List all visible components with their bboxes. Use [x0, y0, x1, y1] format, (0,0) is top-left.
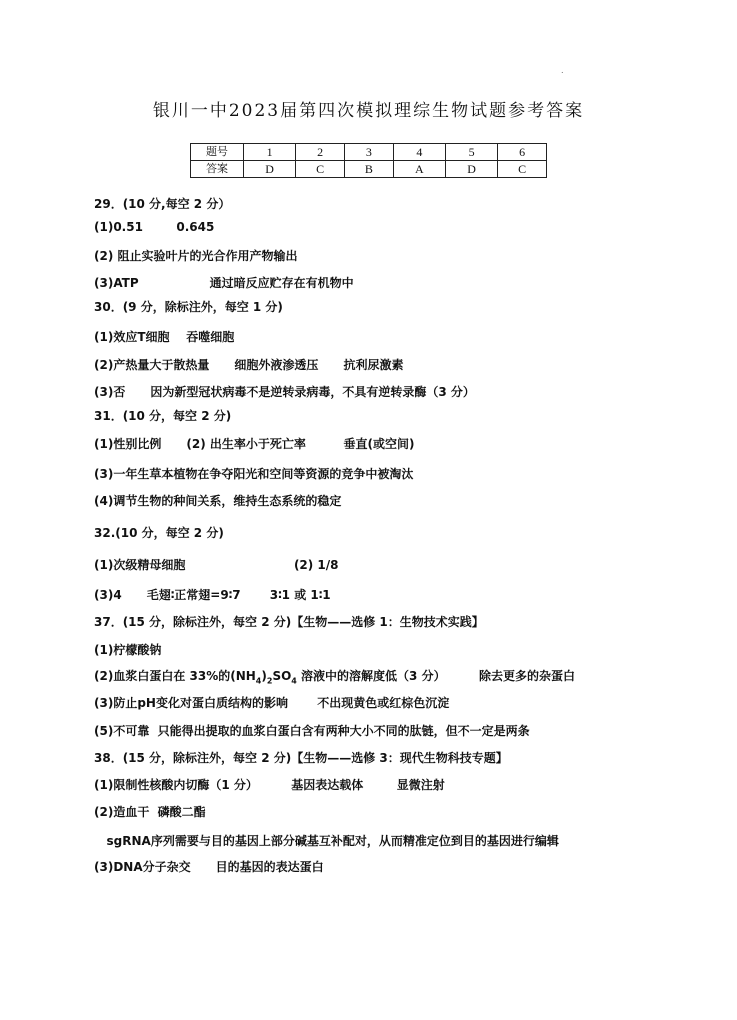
answer-table [190, 143, 547, 178]
question-number: 4 [393, 144, 445, 161]
q37-answer-3: (3)防止pH变化对蛋白质结构的影响 不出现黄色或红棕色沉淀 [94, 696, 450, 710]
q38-answer-2: (2)造血干 磷酸二酯 [94, 805, 206, 819]
subscript: 4 [291, 676, 297, 686]
q31-answer-3: (3)一年生草本植物在争夺阳光和空间等资源的竞争中被淘汰 [94, 467, 414, 481]
question-number: 5 [445, 144, 497, 161]
q38-answer-1: (1)限制性核酸内切酶（1 分） 基因表达载体 显微注射 [94, 778, 445, 792]
question-number: 1 [244, 144, 296, 161]
answer-cell: C [498, 161, 547, 178]
page-title: 银川一中2023届第四次模拟理综生物试题参考答案 [152, 101, 585, 121]
question-number: 3 [344, 144, 393, 161]
q31-answer-1-2: (1)性别比例 (2) 出生率小于死亡率 垂直(或空间) [94, 437, 415, 451]
q37-answer-2-part: SO [272, 669, 292, 683]
q32-answer-3: (3)4 毛翅∶正常翅=9∶7 3∶1 或 1∶1 [94, 588, 331, 602]
q37-answer-2 [94, 667, 575, 685]
q29-answer-3: (3)ATP 通过暗反应贮存在有机物中 [94, 276, 354, 290]
subscript: 2 [266, 676, 273, 686]
q30-answer-2: (2)产热量大于散热量 细胞外液渗透压 抗利尿激素 [94, 358, 404, 372]
q38-heading: 38．(15 分，除标注外，每空 2 分)【生物——选修 3：现代生物科技专题】 [94, 751, 508, 765]
answer-cell: D [445, 161, 497, 178]
table-row [191, 144, 547, 161]
q29-answer-2: (2) 阻止实验叶片的光合作用产物输出 [94, 249, 298, 263]
q30-heading: 30．(9 分，除标注外，每空 1 分) [94, 300, 283, 314]
subscript: 4 [255, 676, 262, 686]
q37-answer-2-part: (2)血浆白蛋白在 33%的(NH [94, 669, 256, 683]
q31-heading: 31．(10 分，每空 2 分) [94, 409, 232, 423]
q38-answer-3: (3)DNA分子杂交 目的基因的表达蛋白 [94, 860, 324, 874]
q37-answer-2-part: ) [261, 669, 267, 683]
question-number: 6 [498, 144, 547, 161]
q37-heading: 37．(15 分，除标注外，每空 2 分)【生物——选修 1：生物技术实践】 [94, 615, 484, 629]
q37-answer-5: (5)不可靠 只能得出提取的血浆白蛋白含有两种大小不同的肽链，但不一定是两条 [94, 724, 530, 738]
q31-answer-4: (4)调节生物的种间关系，维持生态系统的稳定 [94, 494, 342, 508]
answer-cell: D [244, 161, 296, 178]
q29-answer-1: (1)0.51 0.645 [94, 220, 215, 234]
row-header-answer: 答案 [191, 161, 244, 178]
row-header-number: 题号 [191, 144, 244, 161]
q38-answer-2-explanation: sgRNA序列需要与目的基因上部分碱基互补配对，从而精准定位到目的基因进行编辑 [94, 834, 559, 848]
q30-answer-1: (1)效应T细胞 吞噬细胞 [94, 330, 235, 344]
question-number: 2 [296, 144, 345, 161]
q32-answer-1-2: (1)次级精母细胞 (2) 1/8 [94, 558, 339, 572]
q29-heading: 29．(10 分,每空 2 分） [94, 197, 231, 211]
table-row [191, 161, 547, 178]
q32-heading: 32.(10 分，每空 2 分) [94, 526, 224, 540]
q37-answer-1: (1)柠檬酸钠 [94, 643, 162, 657]
answer-cell: B [344, 161, 393, 178]
q37-answer-2-part: 溶液中的溶解度低（3 分） 除去更多的杂蛋白 [296, 669, 575, 683]
answer-cell: A [393, 161, 445, 178]
q30-answer-3: (3)否 因为新型冠状病毒不是逆转录病毒，不具有逆转录酶（3 分） [94, 385, 475, 399]
answer-cell: C [296, 161, 345, 178]
corner-mark: . [561, 66, 564, 75]
